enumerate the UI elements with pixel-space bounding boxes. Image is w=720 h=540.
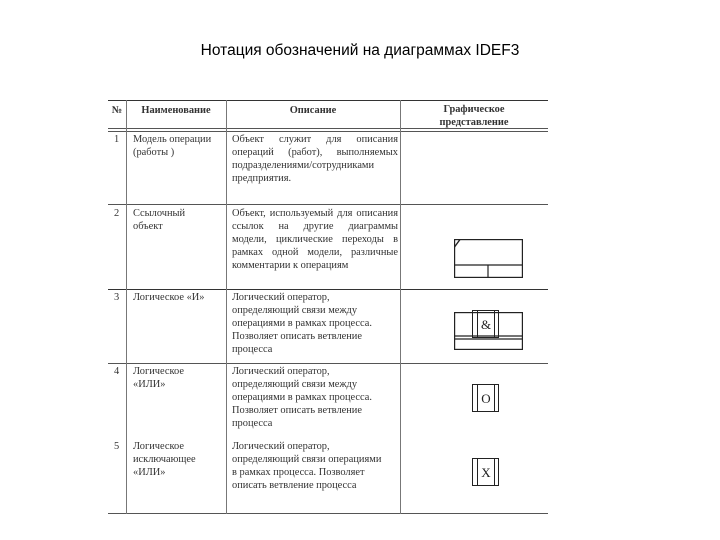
table-top-border <box>108 100 548 101</box>
row-name: Логическое исключающее «ИЛИ» <box>133 441 196 478</box>
row-number: 4 <box>114 366 120 377</box>
and-junction-label: & <box>477 310 495 338</box>
row-description: Объект, используемый для описания ссылок на другие диаграммы модели, циклические переходы в рамках одной модели, различные комментарии к операциям <box>232 208 398 271</box>
row-description: Логический оператор, определяющий связи операциями в рамках процесса. Позволяет описать ветвление процесса <box>232 441 382 491</box>
row-number: 3 <box>114 292 120 303</box>
header-name: Наименование <box>141 105 211 116</box>
row-divider <box>108 363 548 364</box>
header-number: № <box>111 105 123 116</box>
or-junction-symbol <box>472 384 499 412</box>
header-divider-double <box>108 131 548 132</box>
header-graphic-line1: Графическое <box>443 104 505 115</box>
unit-of-work-symbol <box>454 239 523 278</box>
column-divider <box>400 100 401 514</box>
row-name: Логическое «ИЛИ» <box>133 366 184 390</box>
or-junction-label: O <box>477 384 495 412</box>
row-name: Модель операции (работы ) <box>133 134 212 158</box>
row-number: 5 <box>114 441 120 452</box>
header-graphic-line2: представление <box>439 117 509 128</box>
row-description: Логический оператор, определяющий связи между операциями в рамках процесса. Позволяет описать ветвление процесса <box>232 292 372 355</box>
table-bottom-border <box>108 513 548 514</box>
column-divider <box>226 100 227 514</box>
row-name: Логическое «И» <box>133 292 205 303</box>
header-description: Описание <box>289 105 337 116</box>
row-name: Ссылочный объект <box>133 208 186 232</box>
xor-junction-label: X <box>477 458 495 486</box>
xor-junction-symbol <box>472 458 499 486</box>
row-number: 2 <box>114 208 120 219</box>
idef3-notation-table <box>108 100 548 514</box>
row-divider <box>108 204 548 205</box>
row-description: Объект служит для описания операций (работ), выполняемых подразделениями/сотрудниками предприятия. <box>232 134 398 184</box>
and-junction-symbol <box>472 310 499 338</box>
column-divider <box>126 100 127 514</box>
row-divider <box>108 289 548 290</box>
row-description: Логический оператор, определяющий связи между операциями в рамках процесса. Позволяет описать ветвление процесса <box>232 366 372 429</box>
unit-of-work-box-icon <box>454 239 523 278</box>
header-graphic <box>400 103 548 129</box>
slide-title: Нотация обозначений на диаграммах IDEF3 <box>200 42 520 59</box>
row-number: 1 <box>114 134 120 145</box>
